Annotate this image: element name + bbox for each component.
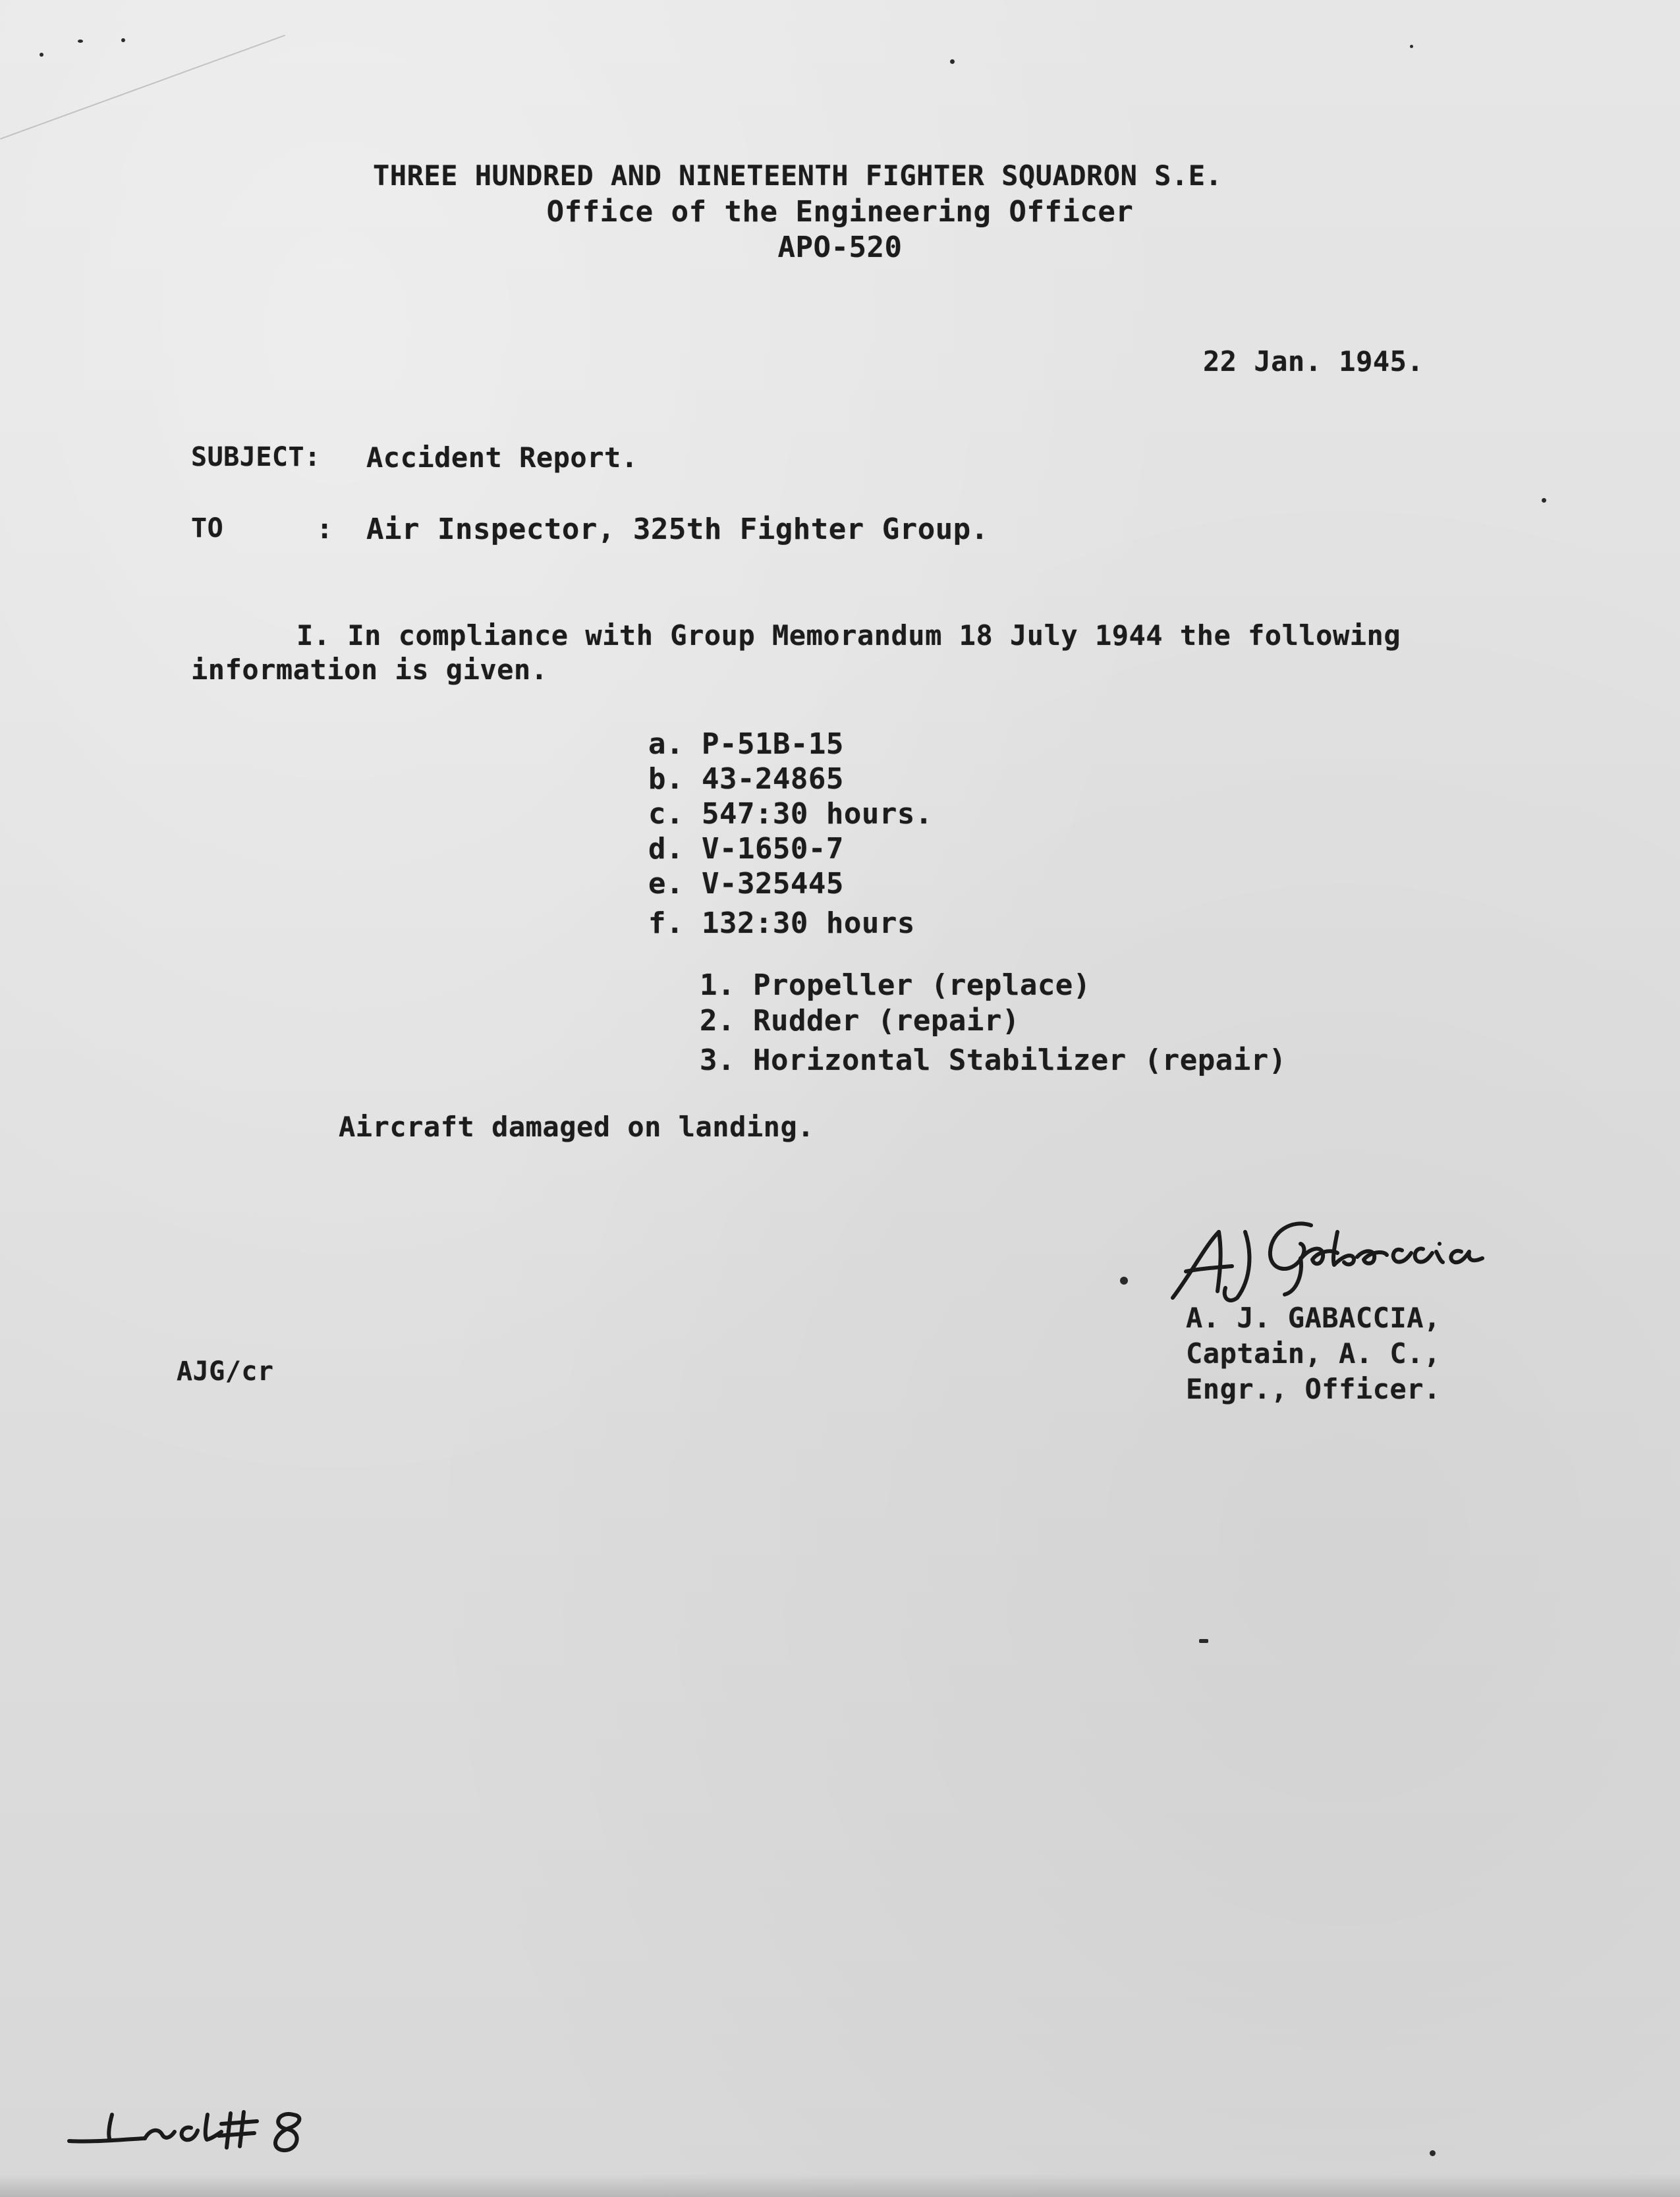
- damage-item: 2. Rudder (repair): [700, 1004, 1020, 1038]
- subject-value: Accident Report.: [366, 441, 638, 474]
- damage-item: 3. Horizontal Stabilizer (repair): [700, 1043, 1287, 1077]
- scan-speck: [1410, 45, 1413, 48]
- letterhead-unit: THREE HUNDRED AND NINETEENTH FIGHTER SQUADRON S.E.: [373, 159, 1223, 192]
- list-item: f. 132:30 hours: [648, 906, 915, 940]
- letterhead-office: Office of the Engineering Officer: [546, 195, 1134, 229]
- scan-speck: [40, 53, 43, 57]
- signature-name: A. J. GABACCIA,: [1186, 1302, 1441, 1334]
- scan-speck: [950, 59, 955, 64]
- signature-title: Engr., Officer.: [1186, 1373, 1441, 1405]
- document-date: 22 Jan. 1945.: [1203, 345, 1424, 377]
- to-colon: :: [316, 513, 333, 545]
- remark: Aircraft damaged on landing.: [339, 1111, 815, 1143]
- list-item: c. 547:30 hours.: [648, 797, 933, 831]
- subject-label: SUBJECT:: [191, 442, 321, 472]
- signature-rank: Captain, A. C.,: [1186, 1337, 1441, 1370]
- scan-bottom-edge: [0, 2174, 1680, 2197]
- handwritten-signature: [1160, 1206, 1502, 1304]
- list-item: a. P-51B-15: [648, 727, 844, 761]
- to-label: TO: [191, 513, 224, 543]
- body-line-1: I. In compliance with Group Memorandum 18 July 1944 the following: [296, 619, 1401, 652]
- list-item: d. V-1650-7: [648, 832, 844, 866]
- scan-speck: [78, 40, 83, 43]
- to-value: Air Inspector, 325th Fighter Group.: [366, 513, 989, 546]
- handwritten-file-note: [66, 2095, 356, 2161]
- scan-crease: [0, 35, 285, 140]
- scan-speck: [1430, 2150, 1436, 2156]
- body-line-2: information is given.: [191, 654, 548, 686]
- typist-initials: AJG/cr: [177, 1356, 274, 1387]
- signature-mark: [1120, 1277, 1128, 1285]
- list-item: e. V-325445: [648, 867, 844, 901]
- damage-item: 1. Propeller (replace): [700, 968, 1091, 1002]
- list-item: b. 43-24865: [648, 762, 844, 796]
- scan-speck: [1199, 1639, 1208, 1643]
- letterhead-apo: APO-520: [777, 231, 903, 264]
- scan-speck: [1542, 498, 1546, 503]
- scan-speck: [121, 38, 125, 42]
